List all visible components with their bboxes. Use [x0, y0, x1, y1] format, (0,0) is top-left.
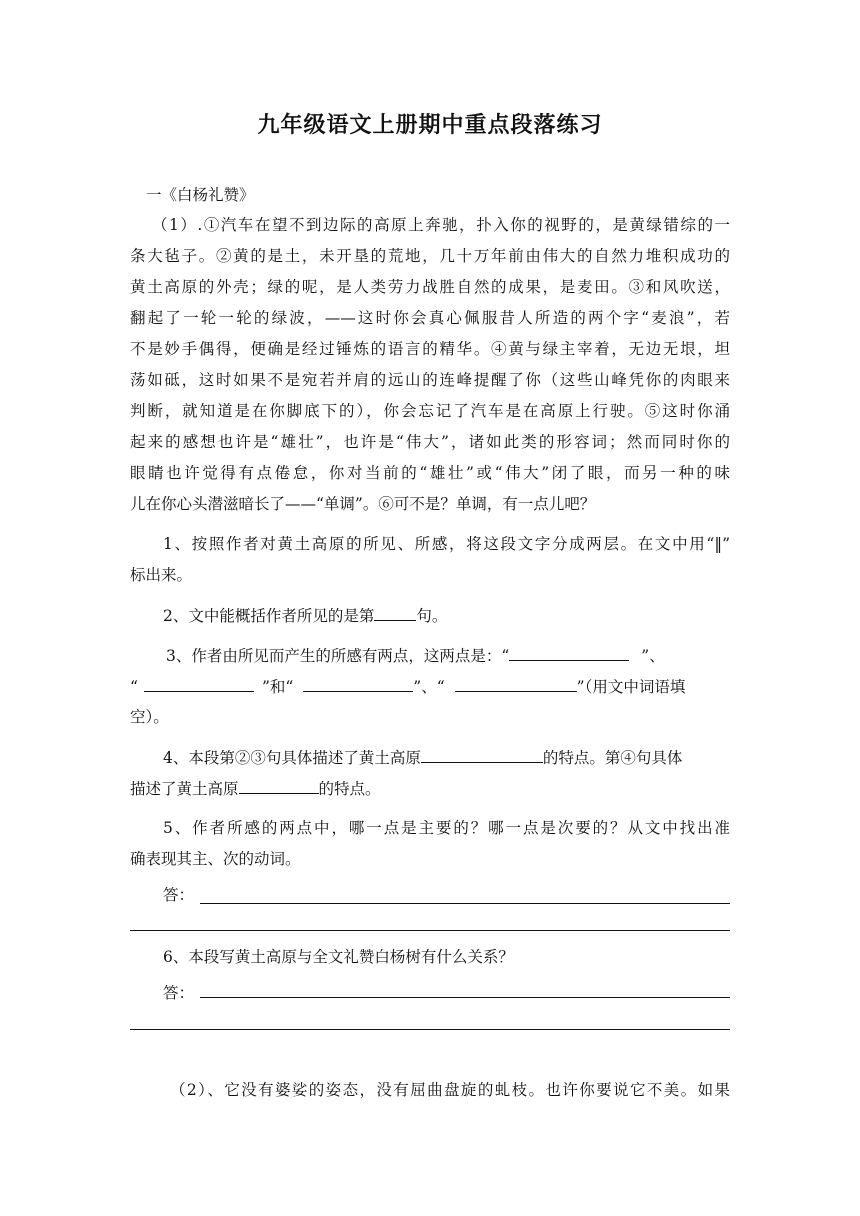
passage-line: 翻起了一轮一轮的绿波，——这时你会真心佩服昔人所造的两个字“麦浪”，若	[130, 309, 730, 327]
answer-line[interactable]	[200, 903, 730, 904]
question-2-end: 句。	[416, 607, 448, 625]
question-3-sep: ”、	[641, 647, 665, 665]
question-2	[163, 604, 447, 627]
question-3-end: 空）。	[130, 708, 169, 726]
question-6: 6、本段写黄土高原与全文礼赞白杨树有什么关系？	[163, 948, 514, 966]
section-heading: 一《白杨礼赞》	[146, 186, 255, 204]
fill-blank[interactable]	[421, 746, 543, 763]
question-4	[163, 746, 682, 769]
question-5-cont: 确表现其主、次的动词。	[130, 850, 301, 868]
question-3-text: 3、作者由所见而产生的所感有两点，这两点是：“	[166, 647, 510, 665]
passage-line: 儿在你心头潜滋暗长了——“单调”。⑥可不是？单调，有一点儿吧？	[130, 495, 596, 513]
fill-blank[interactable]	[303, 675, 413, 692]
answer-label: 答：	[163, 984, 195, 1002]
question-4-text3: 描述了黄土高原	[130, 780, 239, 798]
passage-line: 眼睛也许觉得有点倦怠，你对当前的“雄壮”或“伟大”闭了眼，而另一种的味	[130, 464, 730, 482]
fill-blank[interactable]	[374, 604, 416, 621]
question-2-text: 2、文中能概括作者所见的是第	[163, 607, 375, 625]
question-1-cont: 标出来。	[130, 566, 193, 584]
question-3-and: ”和“	[261, 678, 294, 696]
answer-label: 答：	[163, 886, 195, 904]
passage-line: 判断，就知道是在你脚底下的），你会忘记了汽车是在高原上行驶。⑤这时你涌	[130, 402, 730, 420]
fill-blank[interactable]	[455, 675, 577, 692]
passage-line: 荡如砥，这时如果不是宛若并肩的远山的连峰提醒了你（这些山峰凭你的肉眼来	[130, 371, 730, 389]
passage-line: 起来的感想也许是“雄壮”，也许是“伟大”，诸如此类的形容词；然而同时你的	[130, 433, 730, 451]
fill-blank[interactable]	[144, 675, 254, 692]
question-5: 5、作者所感的两点中，哪一点是主要的？哪一点是次要的？从文中找出准	[163, 819, 730, 837]
answer-line[interactable]	[130, 930, 730, 931]
fill-blank[interactable]	[509, 644, 629, 661]
answer-line[interactable]	[200, 997, 730, 998]
passage-line: 条大毡子。②黄的是土，未开垦的荒地，几十万年前由伟大的自然力堆积成功的	[130, 247, 730, 265]
passage-line: （1）.①汽车在望不到边际的高原上奔驰，扑入你的视野的，是黄绿错综的一	[152, 216, 730, 234]
answer-line[interactable]	[130, 1029, 730, 1030]
question-3-quote: “	[130, 678, 138, 696]
page-title: 九年级语文上册期中重点段落练习	[257, 112, 603, 138]
question-4-text: 4、本段第②③句具体描述了黄土高原	[163, 749, 421, 767]
question-4-cont	[130, 777, 381, 800]
question-3-cont	[130, 675, 685, 698]
question-3	[166, 644, 665, 667]
fill-blank[interactable]	[239, 777, 319, 794]
passage-2-line: （2）、它没有婆娑的姿态，没有屈曲盘旋的虬枝。也许你要说它不美。如果	[170, 1081, 730, 1099]
question-1: 1、按照作者对黄土高原的所见、所感，将这段文字分成两层。在文中用“‖”	[163, 535, 730, 553]
question-3-note: ”（用文中词语填	[576, 678, 686, 696]
question-4-text2: 的特点。第④句具体	[542, 749, 683, 767]
question-3-sep2: ”、“	[413, 678, 445, 696]
passage-line: 黄土高原的外壳；绿的呢，是人类劳力战胜自然的成果，是麦田。③和风吹送，	[130, 278, 730, 296]
question-4-end: 的特点。	[318, 780, 381, 798]
passage-line: 不是妙手偶得，便确是经过锤炼的语言的精华。④黄与绿主宰着，无边无垠，坦	[130, 340, 730, 358]
